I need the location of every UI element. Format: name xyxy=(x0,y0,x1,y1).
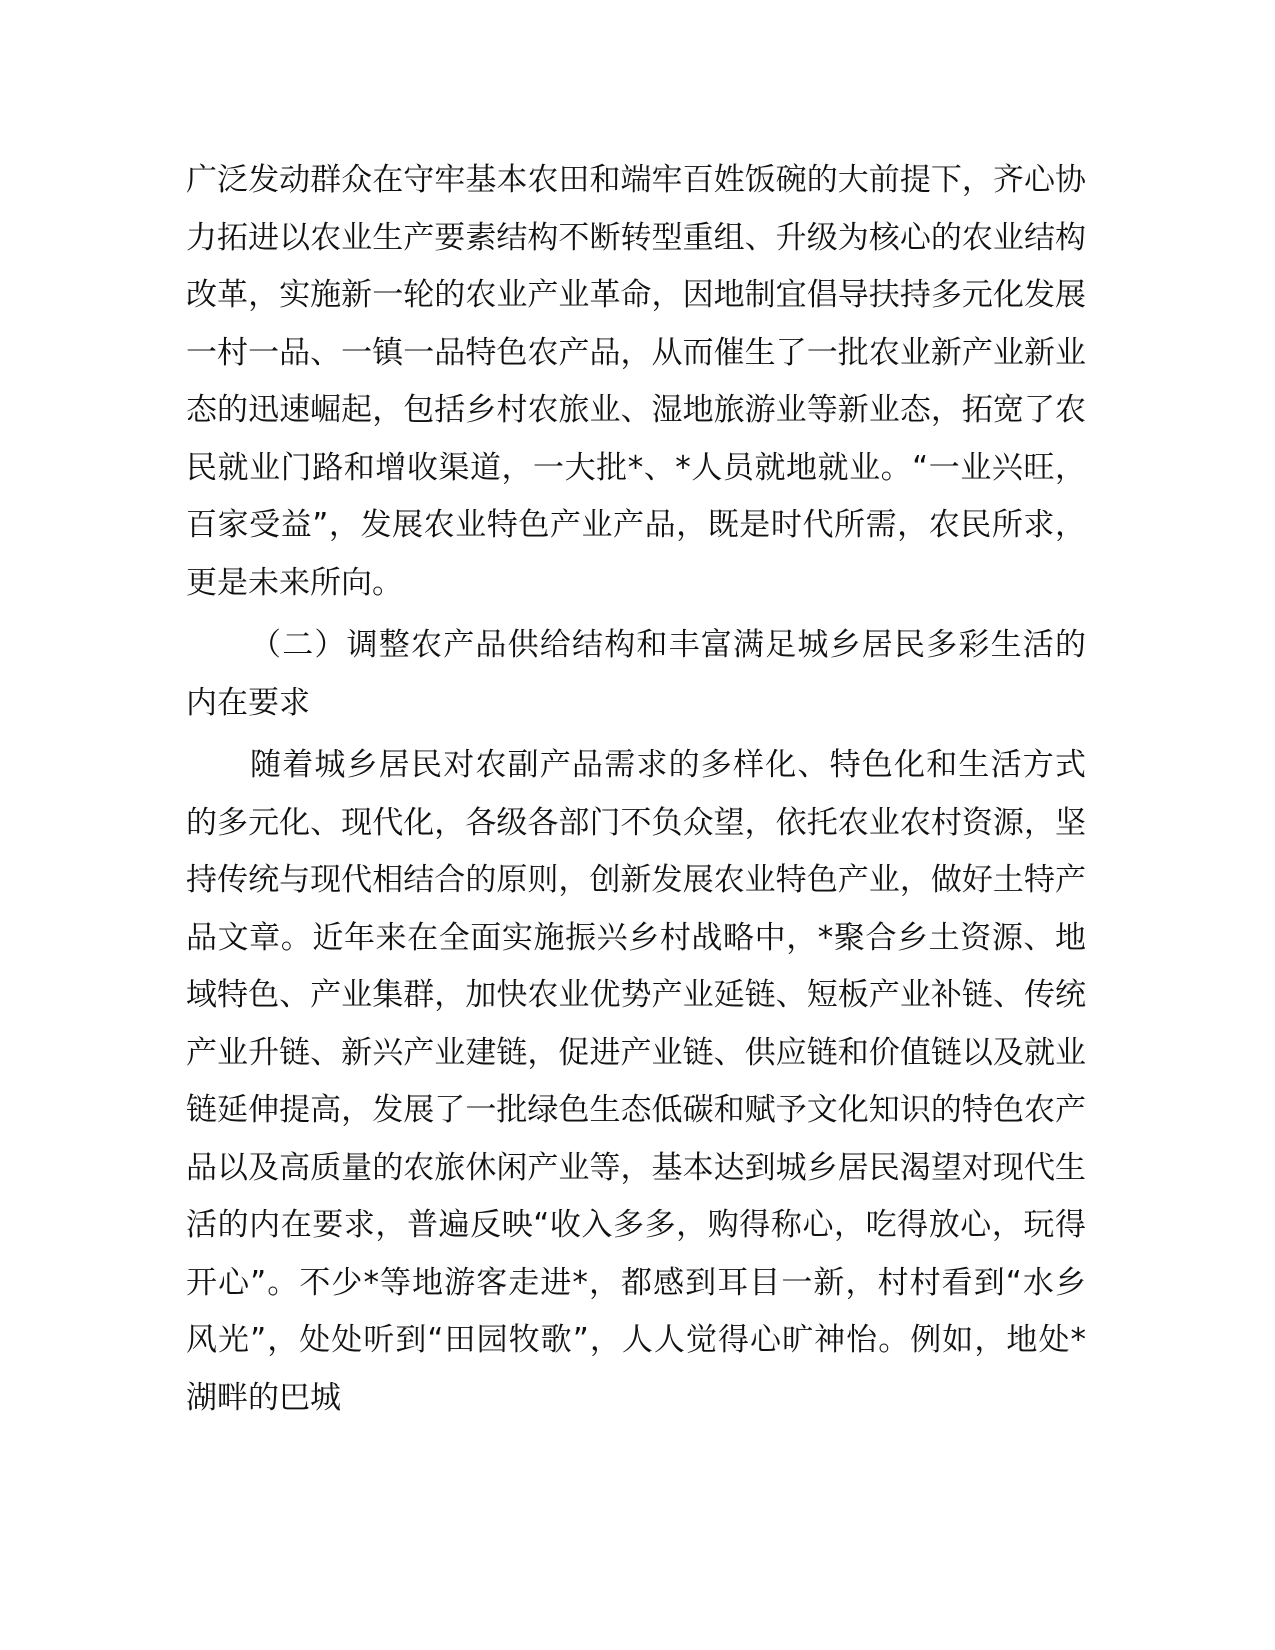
body-paragraph-continued: 广泛发动群众在守牢基本农田和端牢百姓饭碗的大前提下，齐心协力拓进以农业生产要素结构不断转型重组、升级为核心的农业结构改革，实施新一轮的农业产业革命，因地制宜倡导扶持多元化发展一村一品、一镇一品特色农产品，从而催生了一批农业新产业新业态的迅速崛起，包括乡村农旅业、湿地旅游业等新业态，拓宽了农民就业门路和增收渠道，一大批*、*人员就地就业。“一业兴旺，百家受益”，发展农业特色产业产品，既是时代所需，农民所求，更是未来所向。 xyxy=(186,162,1086,601)
document-body xyxy=(186,152,1086,1427)
body-paragraph: 随着城乡居民对农副产品需求的多样化、特色化和生活方式的多元化、现代化，各级各部门不负众望，依托农业农村资源，坚持传统与现代相结合的原则，创新发展农业特色产业，做好土特产品文章。近年来在全面实施振兴乡村战略中，*聚合乡土资源、地域特色、产业集群，加快农业优势产业延链、短板产业补链、传统产业升链、新兴产业建链，促进产业链、供应链和价值链以及就业链延伸提高，发展了一批绿色生态低碳和赋予文化知识的特色农产品以及高质量的农旅休闲产业等，基本达到城乡居民渴望对现代生活的内在要求，普遍反映“收入多多，购得称心，吃得放心，玩得开心”。不少*等地游客走进*，都感到耳目一新，村村看到“水乡风光”，处处听到“田园牧歌”，人人觉得心旷神怡。例如，地处*湖畔的巴城 xyxy=(186,747,1086,1416)
section-heading: （二）调整农产品供给结构和丰富满足城乡居民多彩生活的内在要求 xyxy=(186,627,1086,721)
